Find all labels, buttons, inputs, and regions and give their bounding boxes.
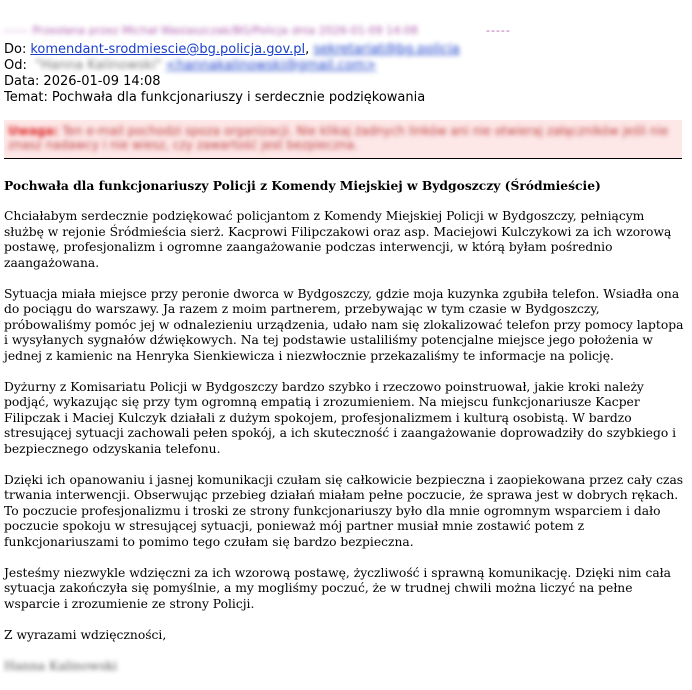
email-paragraph-1: Chciałabym serdecznie podziękować policjantom z Komendy Miejskiej Policji w Bydgoszczy, pełniącym służbę w rejonie Śródmieścia sierż. Kacprowi Filipczakowi oraz asp. Maciejowi Kulczykowi za ich wzorową postawę, profesjonalizm i ogromne zaangażowanie podczas interwencji, w którą byłam pośrednio zaangażowana. [4,209,672,270]
from-row [4,58,376,74]
forwarded-header-line [4,24,524,38]
email-signature: Hanna Kalinowski [4,658,118,673]
to-row [4,42,460,58]
email-paragraph-5: Jesteśmy niezwykle wdzięczni za ich wzorową postawę, życzliwość i sprawną komunikację. Dzięki nim cała sytuacja zakończyła się pomyślnie, a my mogliśmy poczuć, że w trudnej chwili można liczyć na pełne wsparcie i zrozumienie ze strony Policji. [4,565,672,611]
to-email-link[interactable]: komendant-srodmiescie@bg.policja.gov.pl [30,42,306,57]
from-name: "Hanna Kalinowski" [35,58,162,73]
date-value: 2026-01-09 14:08 [43,74,161,89]
forward-text: Przesłana przez Michał Wasiaszczak/BG/Policja dnia 2026-01-09 14:08 [32,24,418,37]
warning-text-block [8,124,678,152]
date-label: Data: [4,74,40,89]
to-separator: , [305,42,310,57]
email-closing: Z wyrazami wdzięczności, [4,627,167,642]
email-paragraph-2: Sytuacja miała miejsce przy peronie dworca w Bydgoszczy, gdzie moja kuzynka zgubiła telefon. Wsiadła ona do pociągu do warszawy. Ja razem z moim partnerem, przebywając w tym czasie w Bydgoszczy, próbowaliśmy pomóc jej w odnalezieniu urządzenia, udało nam się zlokalizować telefon przy pomocy laptopa i wysyłanych sygnałów dźwiękowych. Na tej podstawie ustaliliśmy potencjalne miejsce jego położenia w jednej z kamienic na Henryka Sienkiewicza i niezwłocznie przekazaliśmy te informacje na policję. [4,286,684,363]
email-body-title: Pochwała dla funkcjonariuszy Policji z Komendy Miejskiej w Bydgoszczy (Śródmieście) [4,178,601,193]
to-label: Do: [4,42,27,57]
forward-prefix: ----- [4,24,29,37]
email-body [4,178,686,690]
to-extra-link[interactable]: sekretariat@bg.policja [313,42,460,57]
email-paragraph-3: Dyżurny z Komisariatu Policji w Bydgoszczy bardzo szybko i rzeczowo poinstruował, jakie kroki należy podjąć, wykazując się przy tym ogromną empatią i zrozumieniem. Na miejscu funkcjonariusze Kacper Filipczak i Maciej Kulczyk działali z dużym spokojem, profesjonalizmem i kulturą osobistą. W bardzo stresującej sytuacji zachowali pełen spokój, a ich skuteczność i zaangażowanie doprowadziły do szybkiego i bezpiecznego odzyskania telefonu. [4,379,677,456]
warning-label: Uwaga: [8,124,59,138]
from-email-link[interactable]: <hannakalinowski@gmail.com> [165,58,377,73]
warning-text: Ten e-mail pochodzi spoza organizacji. Nie klikaj żadnych linków ani nie otwieraj załączników jeśli nie znasz nadawcy i nie wiesz, czy zawartość jest bezpieczna. [8,124,669,152]
forward-suffix-wrap [486,24,526,38]
subject-value: Pochwała dla funkcjonariuszy i serdecznie podziękowania [51,90,426,105]
external-sender-warning [4,120,682,159]
date-row [4,74,161,90]
forward-suffix: ----- [486,24,511,37]
subject-label: Temat: [4,90,48,105]
email-paragraph-4: Dzięki ich opanowaniu i jasnej komunikacji czułam się całkowicie bezpieczna i zaopiekowana przez cały czas trwania interwencji. Obserwując przebieg działań miałam pełne poczucie, że sprawa jest w dobrych rękach. To poczucie profesjonalizmu i troski ze strony funkcjonariuszy było dla mnie ogromnym wsparciem i dało poczucie spokoju w stresującej sytuacji, ponieważ mój partner musiał mnie zostawić potem z funkcjonariuszami to pomimo tego czułam się bardzo bezpieczna. [4,472,684,549]
subject-row [4,90,425,106]
from-label: Od: [4,58,27,73]
